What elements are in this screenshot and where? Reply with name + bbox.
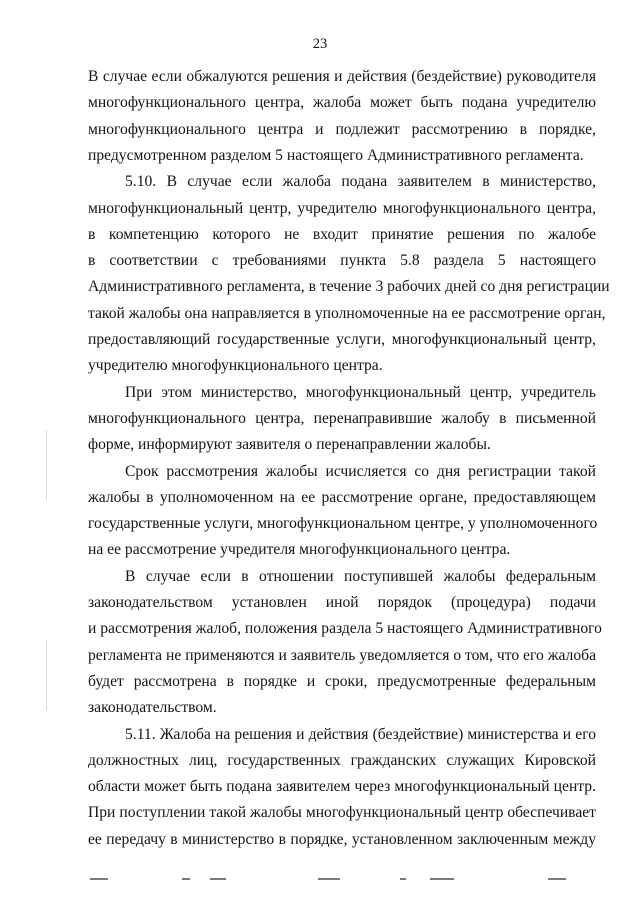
cut-off-line-fragments [70, 876, 580, 884]
text-line: в соответствии с требованиями пункта 5.8 раздела 5 настоящего [88, 252, 596, 270]
scan-fragment [182, 878, 190, 880]
text-line: многофункционального центра, жалоба может быть подана учредителю [88, 94, 596, 112]
text-line: Срок рассмотрения жалобы исчисляется со дня регистрации такой [125, 462, 596, 480]
text-line: многофункционального центра и подлежит рассмотрению в порядке, [88, 120, 596, 138]
text-line: государственные услуги, многофункциональном центре, у уполномоченного [88, 515, 598, 533]
text-line: При поступлении такой жалобы многофункциональный центр обеспечивает [88, 804, 596, 822]
text-line: должностных лиц, государственных гражданских служащих Кировской [88, 751, 596, 769]
text-line: В случае если обжалуются решения и действия (бездействие) руководителя [88, 68, 596, 85]
text-line: регламента не применяются и заявитель уведомляется о том, что его жалоба [88, 646, 596, 664]
text-line: законодательством. [88, 699, 217, 717]
text-line: такой жалобы она направляется в уполномоченные на ее рассмотрение орган, [88, 304, 606, 322]
scan-fragment [400, 878, 406, 880]
scan-edge-mark [46, 430, 47, 500]
text-line: предусмотренном разделом 5 настоящего Административного регламента. [88, 146, 584, 164]
scan-fragment [548, 878, 566, 880]
text-line: 5.10. В случае если жалоба подана заявителем в министерство, [125, 173, 596, 191]
text-line: учредителю многофункционального центра. [88, 357, 383, 375]
text-line: предоставляющий государственные услуги, многофункциональный центр, [88, 331, 596, 348]
text-line: многофункционального центра, перенаправившие жалобу в письменной [88, 409, 596, 427]
text-line: многофункциональный центр, учредителю многофункционального центра, [88, 199, 596, 217]
text-line: форме, информируют заявителя о перенаправлении жалобы. [88, 436, 491, 454]
scan-fragment [210, 878, 226, 880]
text-line: ее передачу в министерство в порядке, установленном заключенным между [88, 830, 596, 848]
text-line: 5.11. Жалоба на решения и действия (бездействие) министерства и его [125, 725, 596, 743]
text-line: В случае если в отношении поступившей жалобы федеральным [125, 567, 596, 585]
text-line: на ее рассмотрение учредителя многофункционального центра. [88, 541, 511, 559]
text-line: При этом министерство, многофункциональный центр, учредитель [125, 383, 596, 401]
scan-fragment [90, 878, 108, 880]
text-line: жалобы в уполномоченном на ее рассмотрение органе, предоставляющем [88, 488, 596, 506]
scan-fragment [318, 878, 340, 880]
scan-fragment [430, 878, 454, 880]
text-line: законодательством установлен иной порядок (процедура) подачи [88, 594, 596, 611]
text-line: будет рассмотрена в порядке и сроки, предусмотренные федеральным [88, 672, 596, 690]
text-line: области может быть подана заявителем через многофункциональный центр. [88, 778, 596, 796]
text-line: и рассмотрения жалоб, положения раздела 5 настоящего Административного [88, 620, 602, 638]
text-line: Административного регламента, в течение 3 рабочих дней со дня регистрации [88, 278, 610, 296]
text-line: в компетенцию которого не входит принятие решения по жалобе [88, 225, 596, 243]
page-number: 23 [312, 36, 328, 52]
scan-edge-mark [46, 640, 47, 710]
